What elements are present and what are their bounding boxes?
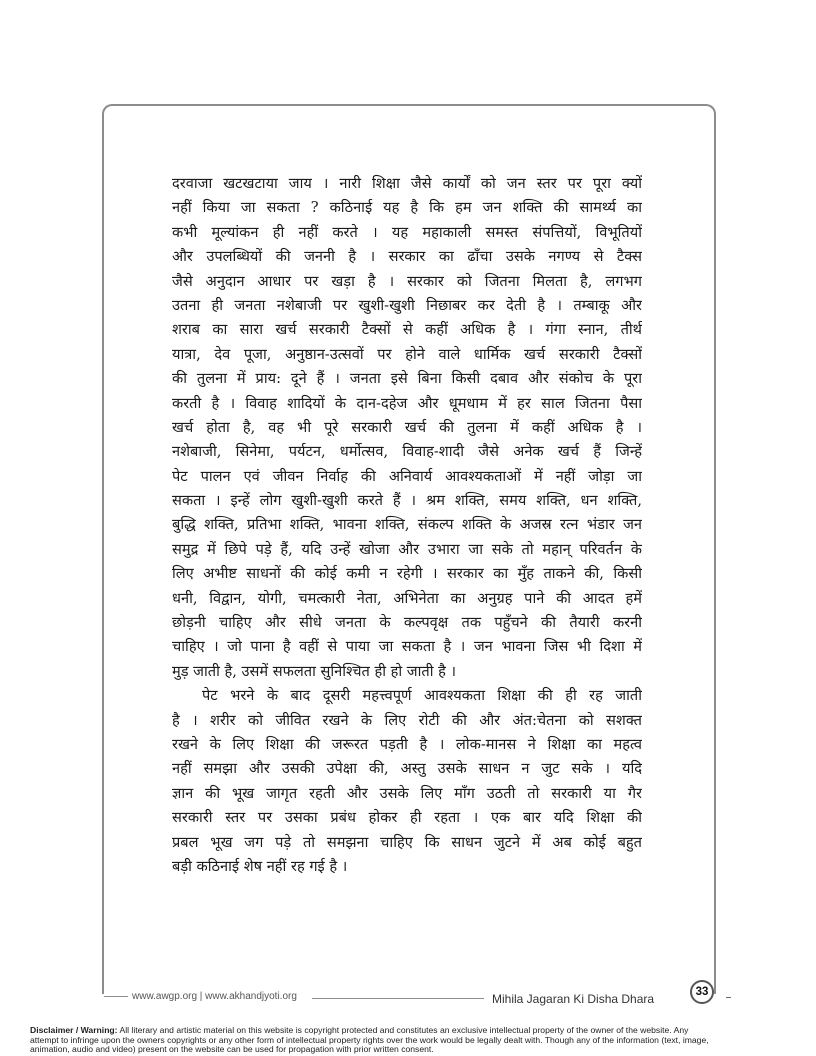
body-line: सरकारी स्तर पर उसका प्रबंध होकर ही रहता । एक बार यदि शिक्षा की <box>172 809 642 827</box>
body-line: यात्रा, देव पूजा, अनुष्ठान-उत्सवों पर होने वाले धार्मिक खर्च सरकारी टैक्सों <box>172 345 642 363</box>
footer-website[interactable]: www.awgp.org | www.akhandjyoti.org <box>132 991 297 1002</box>
body-line: उतना ही जनता नशेबाजी पर खुशी-खुशी निछाबर कर देती है । तम्बाकू और <box>172 296 642 314</box>
body-line: ज्ञान की भूख जागृत रहती और उसके लिए माँग उठती तो सरकारी या गैर <box>172 784 642 802</box>
body-line: दरवाजा खटखटाया जाय । नारी शिक्षा जैसे कार्यों को जन स्तर पर पूरा क्यों <box>172 175 642 192</box>
footer-book-title: Mihila Jagaran Ki Disha Dhara <box>492 992 655 1006</box>
body-line: समुद्र में छिपे पड़े हैं, यदि उन्हें खोजा और उभारा जा सके तो महान् परिवर्तन के <box>172 540 642 558</box>
body-line: शराब का सारा खर्च सरकारी टैक्सों से कहीं अधिक है । गंगा स्नान, तीर्थ <box>172 321 642 339</box>
body-line: छोड़नी चाहिए और सीधे जनता के कल्पवृक्ष तक पहुँचने की तैयारी करनी <box>172 614 642 632</box>
body-line: करती है । विवाह शादियों के दान-दहेज और धूमधाम में हर साल जितना पैसा <box>172 394 642 412</box>
disclaimer-text: All literary and artistic material on this website is copyright protected and constitutes an exclusive intellectual property of the owner of the website. Any attempt to infringe upon the owners copyrights or any other form of intellectual property rights over the work would be legally dealt with. Though any of the information (text, image, animation, audio and video) present on the website can be used for propagation with prior written consent. <box>30 1025 709 1055</box>
disclaimer <box>30 1026 718 1055</box>
body-line: सकता । इन्हें लोग खुशी-खुशी करते हैं । श्रम शक्ति, समय शक्ति, धन शक्ति, <box>172 492 642 510</box>
paragraph-start-line: पेट भरने के बाद दूसरी महत्त्वपूर्ण आवश्यकता शिक्षा की ही रह जाती <box>202 687 642 705</box>
body-line: जैसे अनुदान आधार पर खड़ा है । सरकार को जितना मिलता है, लगभग <box>172 272 642 290</box>
body-line: और उपलब्धियों की जननी है । सरकार का ढाँचा उसके नगण्य से टैक्स <box>172 248 642 266</box>
disclaimer-label: Disclaimer / Warning: <box>30 1025 118 1035</box>
body-line: मुड़ जाती है, उसमें सफलता सुनिश्चित ही हो जाती है । <box>172 662 457 680</box>
body-line: रखने के लिए शिक्षा की जरूरत पड़ती है । लोक-मानस ने शिक्षा का महत्व <box>172 735 642 753</box>
body-line: चाहिए । जो पाना है वहीं से पाया जा सकता है । जन भावना जिस भी दिशा में <box>172 638 642 656</box>
footer-dash <box>726 997 731 998</box>
footer-rule <box>312 998 484 999</box>
body-line: कभी मूल्यांकन ही नहीं करते । यह महाकाली समस्त संपत्तियों, विभूतियों <box>172 223 642 241</box>
body-line: पेट पालन एवं जीवन निर्वाह की अनिवार्य आवश्यकताओं में नहीं जोड़ा जा <box>172 467 642 485</box>
body-line: बुद्धि शक्ति, प्रतिभा शक्ति, भावना शक्ति, संकल्प शक्ति के अजस्र रत्न भंडार जन <box>172 516 642 534</box>
body-line: नहीं समझा और उसकी उपेक्षा की, अस्तु उसके साधन न जुट सके । यदि <box>172 760 642 778</box>
body-line: धनी, विद्वान, योगी, चमत्कारी नेता, अभिनेता का अनुग्रह पाने की आदत हमें <box>172 589 642 607</box>
body-line: लिए अभीष्ट साधनों की कोई कमी न रहेगी । सरकार का मुँह ताकने की, किसी <box>172 565 642 583</box>
body-text <box>172 172 642 879</box>
body-line: बड़ी कठिनाई शेष नहीं रह गई है । <box>172 857 348 875</box>
body-line: नहीं किया जा सकता ? कठिनाई यह है कि हम जन शक्ति की सामर्थ्य का <box>172 199 642 217</box>
page-number-badge: 33 <box>690 980 714 1004</box>
body-line: नशेबाजी, सिनेमा, पर्यटन, धर्मोत्सव, विवाह-शादी जैसे अनेक खर्च हैं जिन्हें <box>172 443 642 461</box>
body-line: प्रबल भूख जग पड़े तो समझना चाहिए कि साधन जुटने में अब कोई बहुत <box>172 833 642 851</box>
body-line: खर्च होता है, वह भी पूरे सरकारी खर्च की तुलना में कहीं अधिक है । <box>172 418 642 436</box>
footer-rule <box>104 996 128 997</box>
body-line: की तुलना में प्राय: दूने हैं । जनता इसे बिना किसी दबाव और संकोच के पूरा <box>172 370 642 388</box>
body-line: है । शरीर को जीवित रखने के लिए रोटी की और अंत:चेतना को सशक्त <box>172 711 642 729</box>
